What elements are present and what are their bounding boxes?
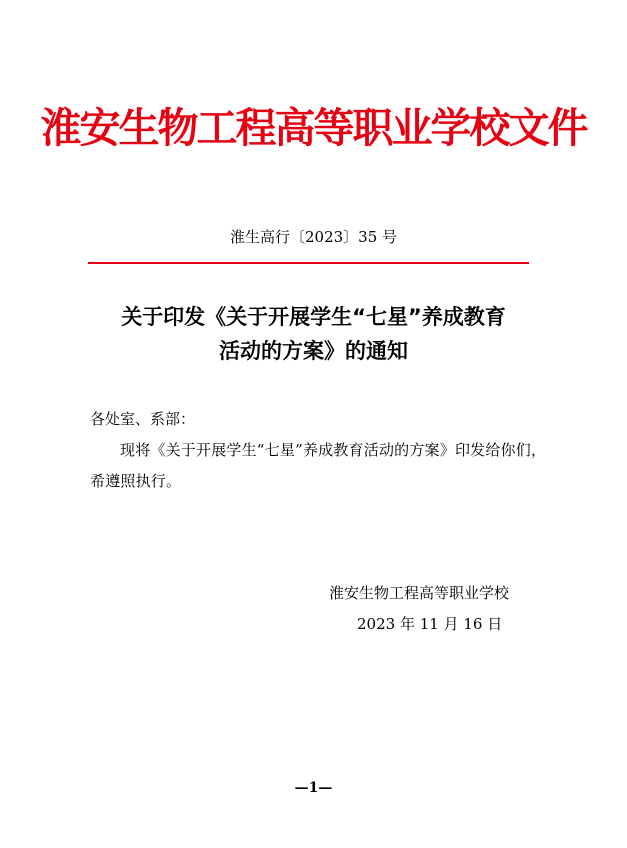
issuer-name: 淮安生物工程高等职业学校 [329, 584, 510, 602]
body-paragraph: 现将《关于开展学生“七星”养成教育活动的方案》印发给你们，希遵照执行。 [90, 441, 547, 490]
red-divider-line [88, 262, 529, 264]
salutation: 各处室、系部： [90, 410, 196, 428]
organization-header: 淮安生物工程高等职业学校文件 [40, 104, 587, 152]
document-title-line-1: 关于印发《关于开展学生“七星”养成教育 [121, 305, 506, 329]
document-number: 淮生高行〔2023〕35 号 [229, 228, 398, 246]
document-title [60, 300, 567, 368]
issue-date: 2023 年 11 月 16 日 [357, 615, 503, 633]
document-title-line-2: 活动的方案》的通知 [219, 339, 408, 363]
document-body [90, 404, 550, 497]
page-number: —1— [294, 780, 333, 796]
